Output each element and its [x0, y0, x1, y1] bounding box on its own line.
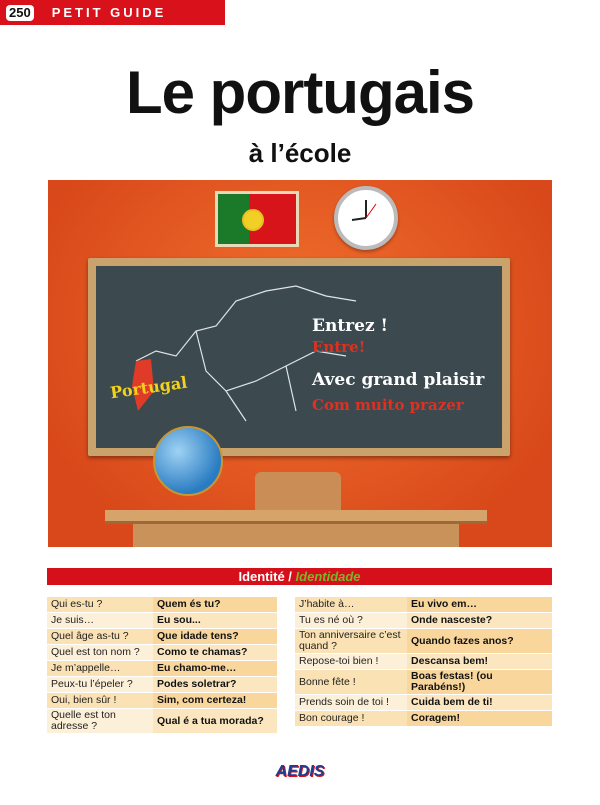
- portuguese-phrase: Sim, com certeza!: [153, 693, 277, 708]
- guide-number: 250: [6, 5, 34, 21]
- classroom-illustration: [48, 180, 552, 547]
- portuguese-phrase: Como te chamas?: [153, 645, 277, 660]
- french-phrase: Prends soin de toi !: [295, 695, 407, 710]
- table-row: [47, 629, 277, 644]
- table-row: [295, 613, 552, 628]
- chair: [255, 472, 341, 510]
- portuguese-phrase: Onde nasceste?: [407, 613, 552, 628]
- blackboard: [88, 258, 510, 456]
- section-header: Identité / Identidade: [47, 568, 552, 585]
- french-phrase: Bon courage !: [295, 711, 407, 726]
- clock-icon: [334, 186, 398, 250]
- table-row: [47, 645, 277, 660]
- page-title: Le portugais: [125, 59, 475, 126]
- board-text-pt-1: Entre!: [312, 338, 366, 356]
- europe-map-icon: [126, 271, 366, 441]
- french-phrase: Quel est ton nom ?: [47, 645, 153, 660]
- map-label: Portugal: [109, 372, 189, 403]
- table-row: [47, 693, 277, 708]
- french-phrase: J’habite à…: [295, 597, 407, 612]
- portuguese-phrase: Podes soletrar?: [153, 677, 277, 692]
- french-phrase: Oui, bien sûr !: [47, 693, 153, 708]
- french-phrase: Quel âge as-tu ?: [47, 629, 153, 644]
- portuguese-phrase: Boas festas! (ou Parabéns!): [407, 670, 552, 694]
- table-row: [47, 597, 277, 612]
- series-banner: [0, 0, 225, 25]
- table-row: [295, 654, 552, 669]
- french-phrase: Repose-toi bien !: [295, 654, 407, 669]
- phrase-table-right: [295, 596, 552, 727]
- french-phrase: Bonne fête !: [295, 670, 407, 694]
- french-phrase: Tu es né où ?: [295, 613, 407, 628]
- table-row: [295, 629, 552, 653]
- portuguese-phrase: Quando fazes anos?: [407, 629, 552, 653]
- series-name: PETIT GUIDE: [51, 5, 167, 20]
- french-phrase: Peux-tu l’épeler ?: [47, 677, 153, 692]
- portuguese-phrase: Que idade tens?: [153, 629, 277, 644]
- table-row: [295, 597, 552, 612]
- desk: [105, 510, 487, 524]
- french-phrase: Je suis…: [47, 613, 153, 628]
- table-row: [47, 613, 277, 628]
- table-row: [47, 677, 277, 692]
- board-text-fr-2: Avec grand plaisir: [312, 370, 485, 390]
- table-row: [295, 695, 552, 710]
- board-text-fr-1: Entrez !: [312, 316, 388, 336]
- portuguese-phrase: Qual é a tua morada?: [153, 709, 277, 733]
- table-row: [47, 661, 277, 676]
- french-phrase: Quelle est ton adresse ?: [47, 709, 153, 733]
- globe-icon: [153, 426, 223, 496]
- portuguese-phrase: Cuida bem de ti!: [407, 695, 552, 710]
- portuguese-phrase: Quem és tu?: [153, 597, 277, 612]
- portuguese-phrase: Eu vivo em…: [407, 597, 552, 612]
- table-row: [295, 670, 552, 694]
- portuguese-phrase: Descansa bem!: [407, 654, 552, 669]
- publisher-logo: AEDIS: [275, 763, 325, 780]
- table-row: [47, 709, 277, 733]
- portuguese-phrase: Eu chamo-me…: [153, 661, 277, 676]
- french-phrase: Ton anniversaire c’est quand ?: [295, 629, 407, 653]
- page-subtitle: à l’école: [248, 138, 352, 168]
- portuguese-phrase: Eu sou...: [153, 613, 277, 628]
- table-row: [295, 711, 552, 726]
- french-phrase: Qui es-tu ?: [47, 597, 153, 612]
- phrase-table-left: [47, 596, 277, 734]
- portugal-flag-icon: [215, 191, 299, 247]
- board-text-pt-2: Com muito prazer: [312, 396, 464, 414]
- french-phrase: Je m’appelle…: [47, 661, 153, 676]
- portuguese-phrase: Coragem!: [407, 711, 552, 726]
